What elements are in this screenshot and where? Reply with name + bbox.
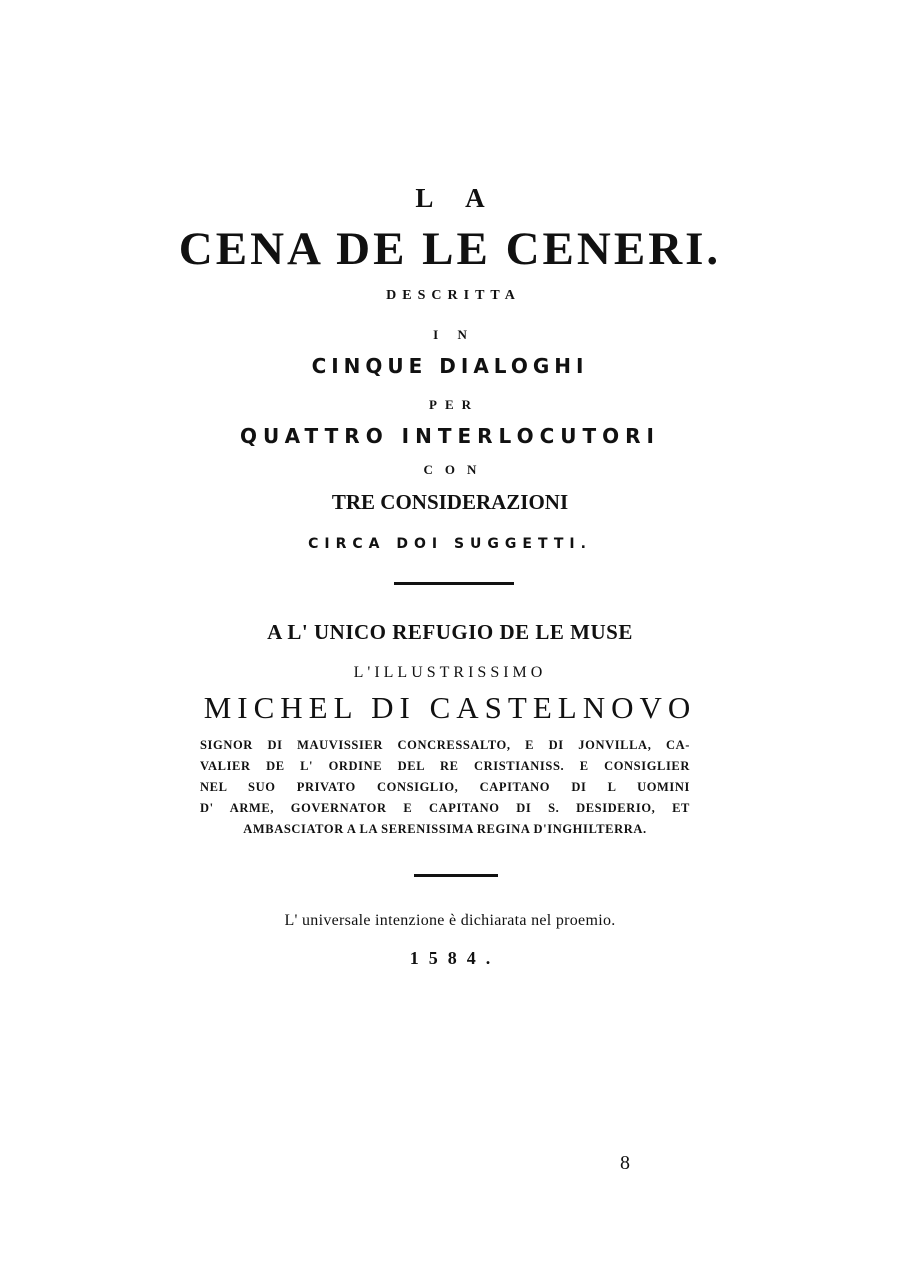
dedicatee-title-line: VALIER DE L' ORDINE DEL RE CRISTIANISS. E CONSIGLIER — [200, 759, 690, 773]
title-article: L A — [415, 183, 499, 213]
dedicatee-title-line: AMBASCIATOR A LA SERENISSIMA REGINA D'INGHILTERRA. — [243, 822, 647, 836]
dedicatee-title-line: NEL SUO PRIVATO CONSIGLIO, CAPITANO DI L UOMINI — [200, 780, 690, 794]
subtitle-per: PER — [429, 397, 479, 412]
subtitle-circa-doi-suggetti: CIRCA DOI SUGGETTI. — [308, 536, 592, 552]
dedicatee-name: MICHEL DI CASTELNOVO — [203, 690, 697, 725]
subtitle-tre-considerazioni: TRE CONSIDERAZIONI — [331, 490, 569, 514]
dedication-illustrissimo: L'ILLUSTRISSIMO — [353, 664, 547, 681]
divider-rule — [414, 874, 498, 877]
dedicatee-title-line: D' ARME, GOVERNATOR E CAPITANO DI S. DESIDERIO, ET — [200, 801, 690, 815]
intention-note: L' universale intenzione è dichiarata nel proemio. — [284, 912, 616, 929]
dedicatee-title-line: SIGNOR DI MAUVISSIER CONCRESSALTO, E DI JONVILLA, CA- — [200, 738, 690, 752]
divider-rule — [394, 582, 514, 585]
subtitle-in: I N — [433, 327, 475, 342]
subtitle-con: CON — [423, 462, 489, 477]
subtitle-quattro-interlocutori: QUATTRO INTERLOCUTORI — [240, 424, 660, 448]
page-title: CENA DE LE CENERI. — [178, 223, 722, 275]
page-number: 8 — [620, 1152, 630, 1174]
publication-year: 1584. — [409, 948, 501, 968]
subtitle-cinque-dialoghi: CINQUE DIALOGHI — [311, 354, 589, 378]
dedicatee-titles — [200, 735, 690, 840]
subtitle-descritta: DESCRITTA — [386, 288, 521, 303]
dedication-heading: A L' UNICO REFUGIO DE LE MUSE — [267, 620, 633, 644]
